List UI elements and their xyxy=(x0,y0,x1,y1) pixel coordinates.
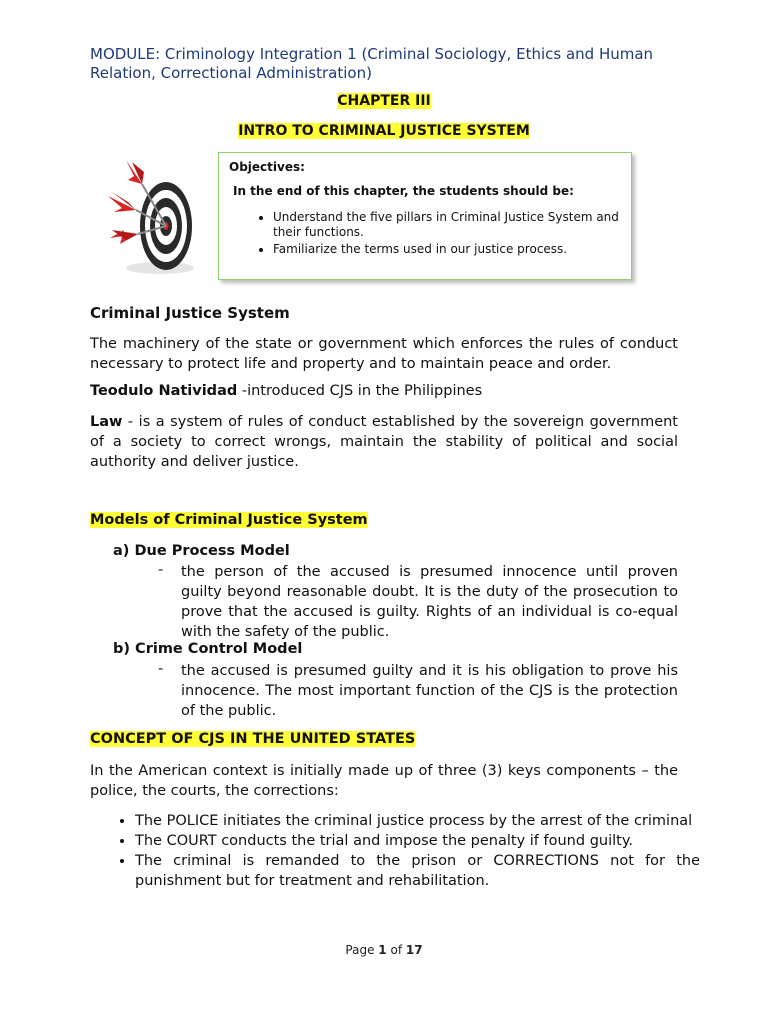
list-item: • The POLICE initiates the criminal justice process by the arrest of the criminal xyxy=(135,811,700,831)
model-description: the accused is presumed guilty and it is his obligation to prove his innocence. The most important function of the CJS is the protection of the public. xyxy=(181,663,678,719)
chapter-title-text: INTRO TO CRIMINAL JUSTICE SYSTEM xyxy=(238,123,530,139)
chapter-number: CHAPTER III xyxy=(337,93,431,109)
cjs-heading: Criminal Justice System xyxy=(90,304,290,322)
us-concept-list xyxy=(113,811,700,891)
models-heading xyxy=(90,512,368,528)
list-item: • The criminal is remanded to the prison or CORRECTIONS not for the punishment but for treatment and rehabilitation. xyxy=(135,851,700,891)
law-term: Law xyxy=(90,414,123,430)
objectives-box xyxy=(218,152,632,280)
page-of: of xyxy=(386,943,406,957)
natividad-text: -introduced CJS in the Philippines xyxy=(237,383,483,399)
chapter-title xyxy=(0,123,768,139)
model-label: b) Crime Control Model xyxy=(113,641,303,657)
list-item: • The COURT conducts the trial and impose the penalty if found guilty. xyxy=(135,831,700,851)
objective-item: • Understand the five pillars in Criminal Justice System and their functions. xyxy=(273,210,633,240)
objectives-list xyxy=(253,210,633,259)
cjs-definition: The machinery of the state or government which enforces the rules of conduct necessary to protect life and property and to maintain peace and order. xyxy=(90,336,678,372)
model-label: a) Due Process Model xyxy=(113,543,290,559)
us-concept-intro: In the American context is initially made up of three (3) keys components – the police, the courts, the corrections: xyxy=(90,763,678,799)
model-dash: - xyxy=(158,562,164,578)
dartboard-with-darts-icon xyxy=(98,150,198,280)
model-dash: - xyxy=(158,661,164,677)
objective-item: • Familiarize the terms used in our justice process. xyxy=(273,242,633,257)
chapter-label xyxy=(0,93,768,109)
page-footer xyxy=(0,943,768,957)
us-concept-heading xyxy=(90,731,415,747)
page-number: 1 xyxy=(378,943,387,957)
models-heading-text: Models of Criminal Justice System xyxy=(90,512,368,528)
law-definition xyxy=(90,412,678,472)
objectives-intro: In the end of this chapter, the students should be: xyxy=(233,184,574,198)
law-text: - is a system of rules of conduct established by the sovereign government of a society to correct wrongs, maintain the stability of political and social authority and deliver justice. xyxy=(90,414,678,470)
objectives-title: Objectives: xyxy=(229,160,305,174)
model-description: the person of the accused is presumed innocence until proven guilty beyond reasonable doubt. It is the duty of the prosecution to prove that the accused is guilty. Rights of an individual is co-equal with the safety of the public. xyxy=(181,564,678,640)
natividad-line xyxy=(90,381,678,401)
page-total: 17 xyxy=(405,943,423,957)
us-concept-heading-text: CONCEPT OF CJS IN THE UNITED STATES xyxy=(90,731,416,747)
module-header: MODULE: Criminology Integration 1 (Criminal Sociology, Ethics and Human Relation, Correctional Administration) xyxy=(90,45,654,82)
page-prefix: Page xyxy=(345,943,379,957)
natividad-name: Teodulo Natividad xyxy=(90,383,238,399)
